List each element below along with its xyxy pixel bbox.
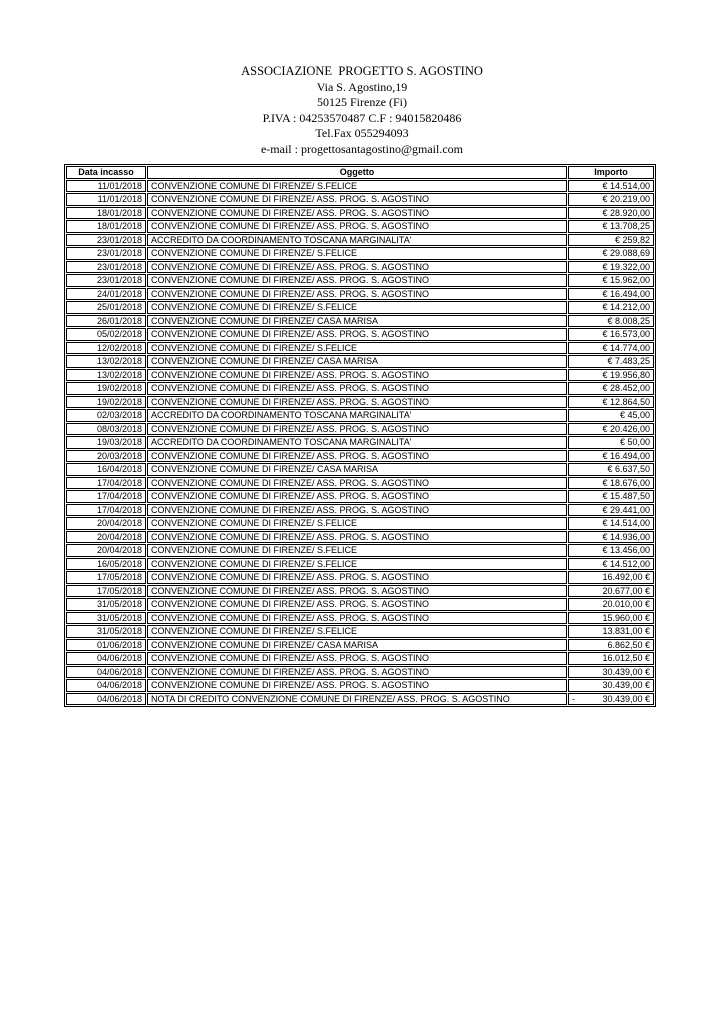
date-cell: 31/05/2018 [66,612,146,625]
date-cell: 01/06/2018 [66,639,146,652]
table-row [66,220,654,233]
table-row [66,693,654,706]
subject-cell: NOTA DI CREDITO CONVENZIONE COMUNE DI FIRENZE/ ASS. PROG. S. AGOSTINO [147,693,567,706]
amount-cell: € 14.936,00 [568,531,654,544]
amount-cell: € 16.494,00 [568,450,654,463]
org-city: 50125 Firenze (Fi) [317,95,407,109]
date-cell: 19/03/2018 [66,436,146,449]
date-cell: 26/01/2018 [66,315,146,328]
org-email: e-mail : progettosantagostino@gmail.com [260,141,463,156]
subject-cell: CONVENZIONE COMUNE DI FIRENZE/ S.FELICE [147,247,567,260]
table-row [66,328,654,341]
date-cell: 11/01/2018 [66,180,146,193]
subject-cell: CONVENZIONE COMUNE DI FIRENZE/ ASS. PROG. S. AGOSTINO [147,679,567,692]
letterhead [0,64,724,157]
table-row [66,261,654,274]
date-cell: 20/04/2018 [66,531,146,544]
amount-cell: 13.831,00 € [568,625,654,638]
table-row [66,207,654,220]
amount-cell: 30.439,00 € [568,679,654,692]
date-cell: 04/06/2018 [66,679,146,692]
subject-cell: CONVENZIONE COMUNE DI FIRENZE/ ASS. PROG. S. AGOSTINO [147,288,567,301]
income-table [64,164,656,707]
subject-cell: CONVENZIONE COMUNE DI FIRENZE/ ASS. PROG. S. AGOSTINO [147,571,567,584]
table-row [66,436,654,449]
amount-cell: € 20.426,00 [568,423,654,436]
amount-cell: 30.439,00 € [568,666,654,679]
table-row [66,382,654,395]
subject-cell: CONVENZIONE COMUNE DI FIRENZE/ S.FELICE [147,301,567,314]
amount-cell: € 19.956,80 [568,369,654,382]
table-row [66,679,654,692]
table-row [66,463,654,476]
subject-cell: CONVENZIONE COMUNE DI FIRENZE/ S.FELICE [147,544,567,557]
date-cell: 16/04/2018 [66,463,146,476]
subject-cell: CONVENZIONE COMUNE DI FIRENZE/ ASS. PROG. S. AGOSTINO [147,531,567,544]
table-row [66,558,654,571]
subject-cell: CONVENZIONE COMUNE DI FIRENZE/ ASS. PROG. S. AGOSTINO [147,598,567,611]
subject-cell: CONVENZIONE COMUNE DI FIRENZE/ ASS. PROG. S. AGOSTINO [147,450,567,463]
table-row [66,450,654,463]
date-cell: 11/01/2018 [66,193,146,206]
date-cell: 19/02/2018 [66,396,146,409]
amount-cell: € 13.708,25 [568,220,654,233]
org-vat: P.IVA : 04253570487 C.F : 94015820486 [262,110,462,125]
column-header-data-incasso: Data incasso [66,166,146,179]
date-cell: 17/04/2018 [66,504,146,517]
subject-cell: CONVENZIONE COMUNE DI FIRENZE/ S.FELICE [147,517,567,530]
subject-cell: CONVENZIONE COMUNE DI FIRENZE/ ASS. PROG. S. AGOSTINO [147,193,567,206]
date-cell: 19/02/2018 [66,382,146,395]
date-cell: 23/01/2018 [66,234,146,247]
table-row [66,288,654,301]
amount-cell: € 14.212,00 [568,301,654,314]
amount-cell: € 12.864,50 [568,396,654,409]
date-cell: 23/01/2018 [66,274,146,287]
table-row [66,342,654,355]
table-row [66,396,654,409]
subject-cell: ACCREDITO DA COORDINAMENTO TOSCANA MARGINALITA' [147,234,567,247]
column-header-importo: Importo [568,166,654,179]
amount-cell: € 50,00 [568,436,654,449]
amount-cell: € 28.452,00 [568,382,654,395]
subject-cell: CONVENZIONE COMUNE DI FIRENZE/ S.FELICE [147,625,567,638]
amount-cell: € 16.494,00 [568,288,654,301]
subject-cell: CONVENZIONE COMUNE DI FIRENZE/ S.FELICE [147,558,567,571]
table-row [66,180,654,193]
amount-cell: € 13.456,00 [568,544,654,557]
org-phone: Tel.Fax 055294093 [315,126,409,140]
date-cell: 04/06/2018 [66,693,146,706]
date-cell: 31/05/2018 [66,625,146,638]
table-row [66,369,654,382]
date-cell: 31/05/2018 [66,598,146,611]
subject-cell: CONVENZIONE COMUNE DI FIRENZE/ ASS. PROG. S. AGOSTINO [147,220,567,233]
amount-cell [568,693,654,706]
date-cell: 17/04/2018 [66,477,146,490]
date-cell: 17/05/2018 [66,571,146,584]
table-header-row [66,166,654,179]
amount-cell: € 14.514,00 [568,517,654,530]
amount-cell: € 15.487,50 [568,490,654,503]
amount-cell: € 20.219,00 [568,193,654,206]
amount-cell: € 8.008,25 [568,315,654,328]
table-row [66,247,654,260]
date-cell: 20/04/2018 [66,544,146,557]
table-row [66,544,654,557]
table-body [66,180,654,706]
amount-cell: € 14.774,00 [568,342,654,355]
amount-cell: € 45,00 [568,409,654,422]
subject-cell: CONVENZIONE COMUNE DI FIRENZE/ ASS. PROG. S. AGOSTINO [147,585,567,598]
table-row [66,585,654,598]
table-row [66,193,654,206]
org-title: ASSOCIAZIONE PROGETTO S. AGOSTINO [241,64,483,78]
subject-cell: CONVENZIONE COMUNE DI FIRENZE/ CASA MARISA [147,315,567,328]
amount-cell: € 28.920,00 [568,207,654,220]
date-cell: 05/02/2018 [66,328,146,341]
subject-cell: CONVENZIONE COMUNE DI FIRENZE/ CASA MARISA [147,639,567,652]
amount-cell: 20.010,00 € [568,598,654,611]
amount-cell: € 14.514,00 [568,180,654,193]
amount-cell: 15.960,00 € [568,612,654,625]
amount-cell: € 29.441,00 [568,504,654,517]
table-row [66,531,654,544]
amount-cell: € 15.962,00 [568,274,654,287]
date-cell: 23/01/2018 [66,247,146,260]
table-row [66,571,654,584]
amount-cell: 16.012,50 € [568,652,654,665]
amount-cell: € 16.573,00 [568,328,654,341]
subject-cell: CONVENZIONE COMUNE DI FIRENZE/ S.FELICE [147,342,567,355]
table-row [66,274,654,287]
amount-cell: 6.862,50 € [568,639,654,652]
org-address: Via S. Agostino,19 [316,79,408,94]
subject-cell: ACCREDITO DA COORDINAMENTO TOSCANA MARGINALITA' [147,409,567,422]
subject-cell: CONVENZIONE COMUNE DI FIRENZE/ ASS. PROG. S. AGOSTINO [147,261,567,274]
subject-cell: CONVENZIONE COMUNE DI FIRENZE/ ASS. PROG. S. AGOSTINO [147,666,567,679]
subject-cell: CONVENZIONE COMUNE DI FIRENZE/ ASS. PROG. S. AGOSTINO [147,490,567,503]
subject-cell: CONVENZIONE COMUNE DI FIRENZE/ ASS. PROG. S. AGOSTINO [147,477,567,490]
table-row [66,409,654,422]
subject-cell: CONVENZIONE COMUNE DI FIRENZE/ ASS. PROG. S. AGOSTINO [147,274,567,287]
table-row [66,315,654,328]
date-cell: 17/04/2018 [66,490,146,503]
subject-cell: CONVENZIONE COMUNE DI FIRENZE/ ASS. PROG. S. AGOSTINO [147,328,567,341]
table-row [66,301,654,314]
amount-cell: € 19.322,00 [568,261,654,274]
table-row [66,625,654,638]
date-cell: 18/01/2018 [66,207,146,220]
subject-cell: CONVENZIONE COMUNE DI FIRENZE/ ASS. PROG. S. AGOSTINO [147,504,567,517]
table-row [66,652,654,665]
subject-cell: CONVENZIONE COMUNE DI FIRENZE/ ASS. PROG. S. AGOSTINO [147,423,567,436]
table-row [66,612,654,625]
table-row [66,477,654,490]
date-cell: 12/02/2018 [66,342,146,355]
table-row [66,598,654,611]
amount-cell: 16.492,00 € [568,571,654,584]
date-cell: 24/01/2018 [66,288,146,301]
date-cell: 18/01/2018 [66,220,146,233]
subject-cell: CONVENZIONE COMUNE DI FIRENZE/ ASS. PROG. S. AGOSTINO [147,207,567,220]
subject-cell: CONVENZIONE COMUNE DI FIRENZE/ ASS. PROG. S. AGOSTINO [147,369,567,382]
negative-sign: - [572,693,575,704]
date-cell: 17/05/2018 [66,585,146,598]
amount-cell: € 14.512,00 [568,558,654,571]
date-cell: 04/06/2018 [66,666,146,679]
table-row [66,504,654,517]
amount-cell: € 7.483,25 [568,355,654,368]
subject-cell: ACCREDITO DA COORDINAMENTO TOSCANA MARGINALITA' [147,436,567,449]
amount-cell: 20.677,00 € [568,585,654,598]
amount-value: 30.439,00 € [602,693,650,704]
amount-cell: € 29.088,69 [568,247,654,260]
subject-cell: CONVENZIONE COMUNE DI FIRENZE/ ASS. PROG. S. AGOSTINO [147,382,567,395]
subject-cell: CONVENZIONE COMUNE DI FIRENZE/ ASS. PROG. S. AGOSTINO [147,396,567,409]
table-row [66,234,654,247]
date-cell: 20/03/2018 [66,450,146,463]
table-row [66,423,654,436]
date-cell: 23/01/2018 [66,261,146,274]
date-cell: 13/02/2018 [66,355,146,368]
table-row [66,517,654,530]
date-cell: 20/04/2018 [66,517,146,530]
amount-cell: € 18.676,00 [568,477,654,490]
table-row [66,666,654,679]
amount-cell: € 6.637,50 [568,463,654,476]
amount-cell: € 259,82 [568,234,654,247]
subject-cell: CONVENZIONE COMUNE DI FIRENZE/ CASA MARISA [147,355,567,368]
table-row [66,490,654,503]
date-cell: 02/03/2018 [66,409,146,422]
subject-cell: CONVENZIONE COMUNE DI FIRENZE/ CASA MARISA [147,463,567,476]
date-cell: 25/01/2018 [66,301,146,314]
table-row [66,355,654,368]
date-cell: 16/05/2018 [66,558,146,571]
date-cell: 08/03/2018 [66,423,146,436]
column-header-oggetto: Oggetto [147,166,567,179]
subject-cell: CONVENZIONE COMUNE DI FIRENZE/ ASS. PROG. S. AGOSTINO [147,612,567,625]
date-cell: 13/02/2018 [66,369,146,382]
subject-cell: CONVENZIONE COMUNE DI FIRENZE/ S.FELICE [147,180,567,193]
date-cell: 04/06/2018 [66,652,146,665]
table-row [66,639,654,652]
subject-cell: CONVENZIONE COMUNE DI FIRENZE/ ASS. PROG. S. AGOSTINO [147,652,567,665]
